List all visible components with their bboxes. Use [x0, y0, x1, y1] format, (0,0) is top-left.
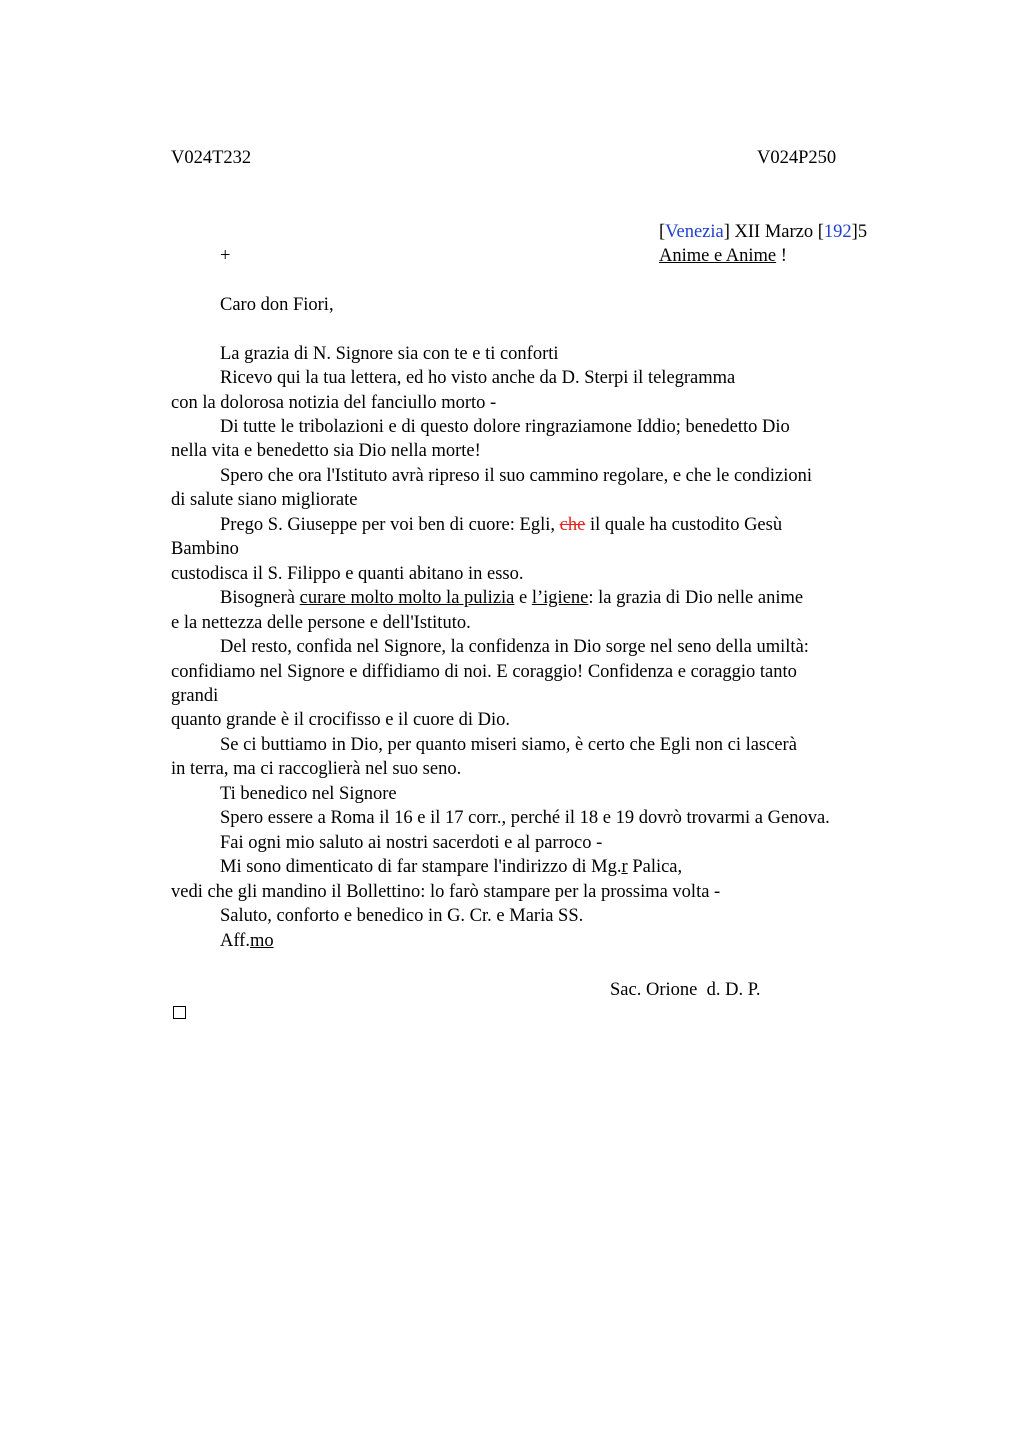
place-name: Venezia — [665, 222, 724, 242]
body-line: Se ci buttiamo in Dio, per quanto miseri siamo, è certo che Egli non ci lascerà — [220, 735, 797, 755]
body-line: La grazia di N. Signore sia con te e ti conforti — [220, 344, 559, 364]
text-segment: Bisognerà — [220, 588, 300, 608]
body-line: Bambino — [171, 539, 239, 559]
text-segment: Prego S. Giuseppe per voi ben di cuore: Egli, — [220, 515, 560, 535]
body-line: nella vita e benedetto sia Dio nella morte! — [171, 441, 481, 461]
body-line: vedi che gli mandino il Bollettino: lo farò stampare per la prossima volta - — [171, 882, 721, 902]
year-end: 5 — [857, 222, 868, 242]
body-line: custodisca il S. Filippo e quanti abitano in esso. — [171, 564, 524, 584]
body-line: Ti benedico nel Signore — [220, 784, 397, 804]
body-line: Fai ogni mio saluto ai nostri sacerdoti e al parroco - — [220, 833, 603, 853]
text-segment: : la grazia di Dio nelle anime — [588, 588, 804, 608]
salutation: Caro don Fiori, — [220, 295, 334, 315]
motto-suffix: ! — [776, 246, 787, 266]
cross-symbol: + — [220, 246, 231, 266]
body-line: quanto grande è il crocifisso e il cuore di Dio. — [171, 710, 511, 730]
underlined-text: mo — [249, 931, 274, 951]
body-line: Spero essere a Roma il 16 e il 17 corr., perché il 18 e 19 dovrò trovarmi a Genova. — [220, 808, 830, 828]
bracket-close: ] — [723, 222, 730, 242]
dateline — [659, 220, 867, 244]
body-line: con la dolorosa notizia del fanciullo morto - — [171, 393, 497, 413]
document-code-right: V024P250 — [757, 148, 837, 168]
bracket-open: [ — [817, 222, 824, 242]
body-line: Del resto, confida nel Signore, la confidenza in Dio sorge nel seno della umiltà: — [220, 637, 809, 657]
text-segment: Palica, — [627, 857, 683, 877]
bracket-open: [ — [659, 222, 666, 242]
body-line: Di tutte le tribolazioni e di questo dolore ringraziamone Iddio; benedetto Dio — [220, 417, 790, 437]
closing — [220, 929, 274, 953]
body-line: in terra, ma ci raccoglierà nel suo seno. — [171, 759, 462, 779]
body-line — [220, 855, 682, 879]
text-segment: Aff. — [220, 931, 250, 951]
body-line: Saluto, conforto e benedico in G. Cr. e Maria SS. — [220, 906, 584, 926]
bracket-close: ] — [851, 222, 858, 242]
text-segment: Mi sono dimenticato di far stampare l'indirizzo di Mg. — [220, 857, 622, 877]
underlined-text: r — [621, 857, 628, 877]
year-part: 192 — [823, 222, 852, 242]
underlined-text: l’igiene — [531, 588, 589, 608]
text-segment: il quale ha custodito Gesù — [585, 515, 783, 535]
underlined-text: curare molto molto la pulizia — [299, 588, 515, 608]
body-line: e la nettezza delle persone e dell'Istituto. — [171, 613, 471, 633]
motto — [659, 244, 787, 268]
date-text: XII Marzo — [729, 222, 818, 242]
body-line: di salute siano migliorate — [171, 490, 358, 510]
empty-box-icon — [173, 1006, 186, 1019]
body-line: confidiamo nel Signore e diffidiamo di noi. E coraggio! Confidenza e coraggio tanto — [171, 662, 797, 682]
body-line: grandi — [171, 686, 219, 706]
signature: Sac. Orione d. D. P. — [610, 980, 761, 1000]
body-line — [220, 586, 803, 610]
document-code-left: V024T232 — [171, 148, 252, 168]
motto-text: Anime e Anime — [659, 246, 777, 266]
struck-word: che — [559, 515, 586, 535]
text-segment: e — [514, 588, 532, 608]
body-line — [220, 513, 782, 537]
body-line: Spero che ora l'Istituto avrà ripreso il suo cammino regolare, e che le condizioni — [220, 466, 813, 486]
body-line: Ricevo qui la tua lettera, ed ho visto anche da D. Sterpi il telegramma — [220, 368, 736, 388]
